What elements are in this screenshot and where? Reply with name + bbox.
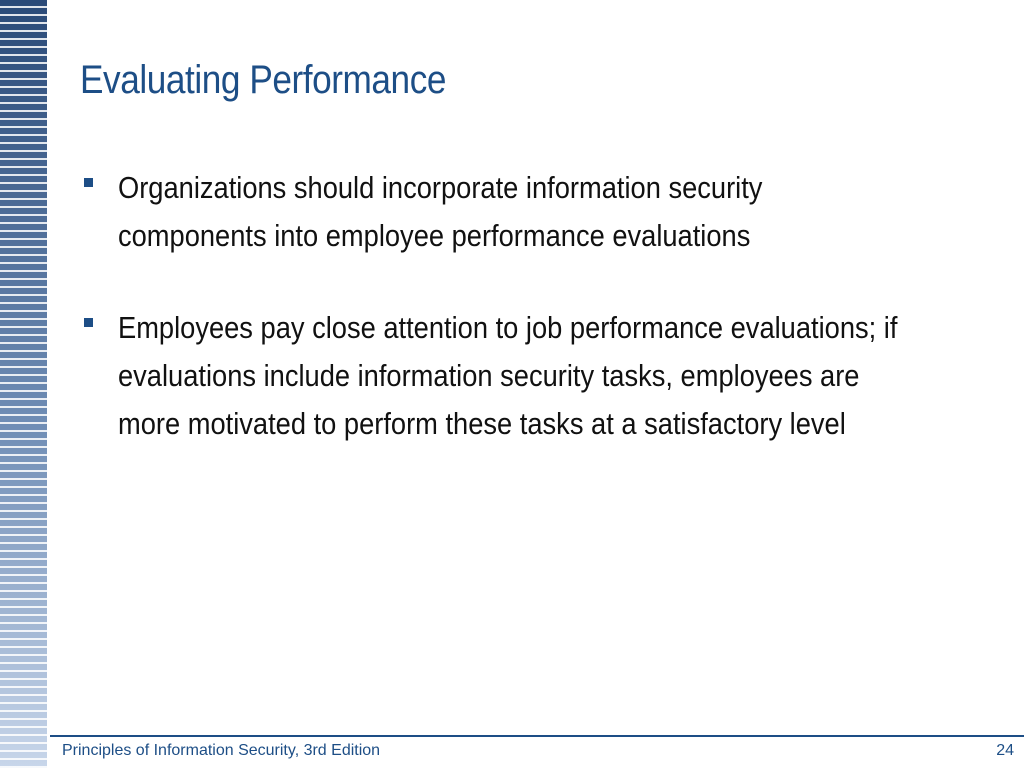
stripe-edge: [47, 0, 50, 768]
bullet-item: [80, 164, 980, 260]
stripe-lines: [0, 0, 50, 768]
page-number: 24: [996, 742, 1014, 759]
square-bullet-icon: [84, 178, 93, 187]
square-bullet-icon: [84, 318, 93, 327]
footer-divider: [50, 735, 1024, 737]
decorative-stripe-bar: [0, 0, 50, 768]
bullet-list: [80, 164, 980, 492]
bullet-text: Employees pay close attention to job performance evaluations; if evaluations include information security tasks, employees are more motivated to perform these tasks at a satisfactory level: [118, 310, 898, 441]
footer-text: Principles of Information Security, 3rd Edition: [62, 742, 381, 759]
slide-title: Evaluating Performance: [80, 58, 446, 102]
bullet-text: Organizations should incorporate information security components into employee performance evaluations: [118, 170, 763, 253]
bullet-item: [80, 304, 980, 448]
